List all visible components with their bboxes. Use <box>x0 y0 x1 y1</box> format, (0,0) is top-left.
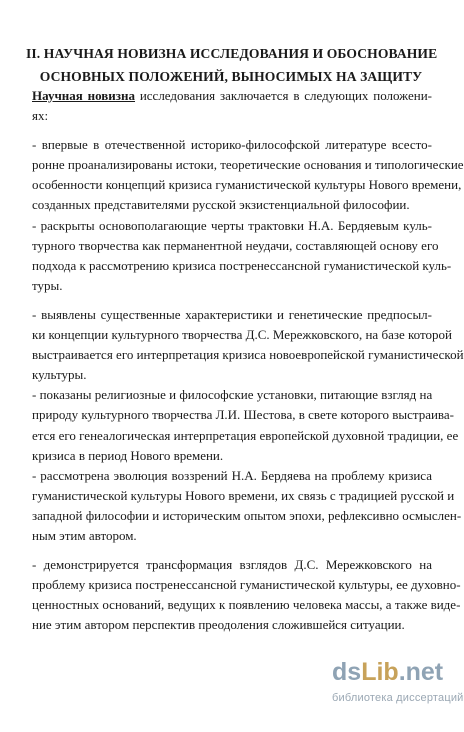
novelty-item-6 <box>32 555 461 635</box>
intro-line-1 <box>32 86 432 106</box>
paragraph-line: природу культурного творчества Л.И. Шестова, в свете которого выстраива- <box>32 407 454 423</box>
paragraph-line: - впервые в отечественной историко-философской литературе всесто- <box>32 137 432 153</box>
section-heading <box>26 42 436 88</box>
novelty-item-2 <box>32 216 452 296</box>
paragraph-line: ние этим автором перспектив преодоления сложившейся ситуации. <box>32 617 405 633</box>
paragraph-line: - демонстрируется трансформация взглядов Д.С. Мережковского на <box>32 557 432 573</box>
paragraph-line: ронне проанализированы истоки, теоретические основания и типологические <box>32 157 464 173</box>
paragraph-line: - рассмотрена эволюция воззрений Н.А. Бердяева на проблему кризиса <box>32 467 432 483</box>
paragraph-line: проблему кризиса постренессансной гуманистической культуры, ее духовно- <box>32 577 461 593</box>
paragraph-line: гуманистической культуры Нового времени, их связь с традицией русской и <box>32 487 455 503</box>
paragraph-line: особенности концепций кризиса гуманистической культуры Нового времени, <box>32 177 462 193</box>
intro-term: Научная новизна <box>32 88 136 103</box>
dslib-watermark <box>332 650 464 720</box>
svg-text:dsLib.net <box>332 658 444 686</box>
intro-paragraph <box>32 86 432 126</box>
document-body <box>32 86 464 635</box>
paragraph-line: культуры. <box>32 367 87 383</box>
paragraph-line: ется его генеалогическая интерпретация европейской духовной традиции, ее <box>32 427 459 443</box>
paragraph-line: - выявлены существенные характеристики и генетические предпосыл- <box>32 306 432 322</box>
logo-lib: Lib <box>361 658 399 686</box>
watermark-subtitle: библиотека диссертаций <box>332 692 464 704</box>
paragraph-line: ным этим автором. <box>32 527 137 543</box>
paragraph-line: западной философии и историческим опытом эпохи, рефлексивно осмыслен- <box>32 507 462 523</box>
paragraph-line: созданных представителями русской экзистенциальной философии. <box>32 197 410 213</box>
paragraph-line: подхода к рассмотрению кризиса постренессансной гуманистической куль- <box>32 257 452 273</box>
logo-net: .net <box>398 658 444 686</box>
novelty-item-3 <box>32 305 464 385</box>
heading-line-1: II. НАУЧНАЯ НОВИЗНА ИССЛЕДОВАНИЯ И ОБОСНОВАНИЕ <box>26 46 438 61</box>
novelty-item-4 <box>32 385 459 465</box>
paragraph-line: - раскрыты основополагающие черты трактовки Н.А. Бердяевым куль- <box>32 217 432 233</box>
paragraph-line: ки концепции культурного творчества Д.С. Мережковского, на базе которой <box>32 327 452 343</box>
paragraph-line: ценностных оснований, ведущих к появлению человека массы, а также виде- <box>32 597 461 613</box>
intro-line-2: ях: <box>32 108 49 124</box>
intro-text: исследования заключается в следующих положени- <box>135 88 433 103</box>
paragraph-line: туры. <box>32 277 63 293</box>
paragraph-line: турного творчества как перманентной неудачи, составляющей основу его <box>32 237 439 253</box>
dslib-logo <box>332 650 442 690</box>
paragraph-line: кризиса в период Нового времени. <box>32 447 224 463</box>
heading-line-2: ОСНОВНЫХ ПОЛОЖЕНИЙ, ВЫНОСИМЫХ НА ЗАЩИТУ <box>39 69 423 84</box>
novelty-item-1 <box>32 135 464 215</box>
logo-ds: ds <box>332 658 362 686</box>
paragraph-line: - показаны религиозные и философские установки, питающие взгляд на <box>32 387 433 403</box>
paragraph-line: выстраивается его интерпретация кризиса новоевропейской гуманистической <box>32 347 464 363</box>
novelty-item-5 <box>32 466 462 546</box>
